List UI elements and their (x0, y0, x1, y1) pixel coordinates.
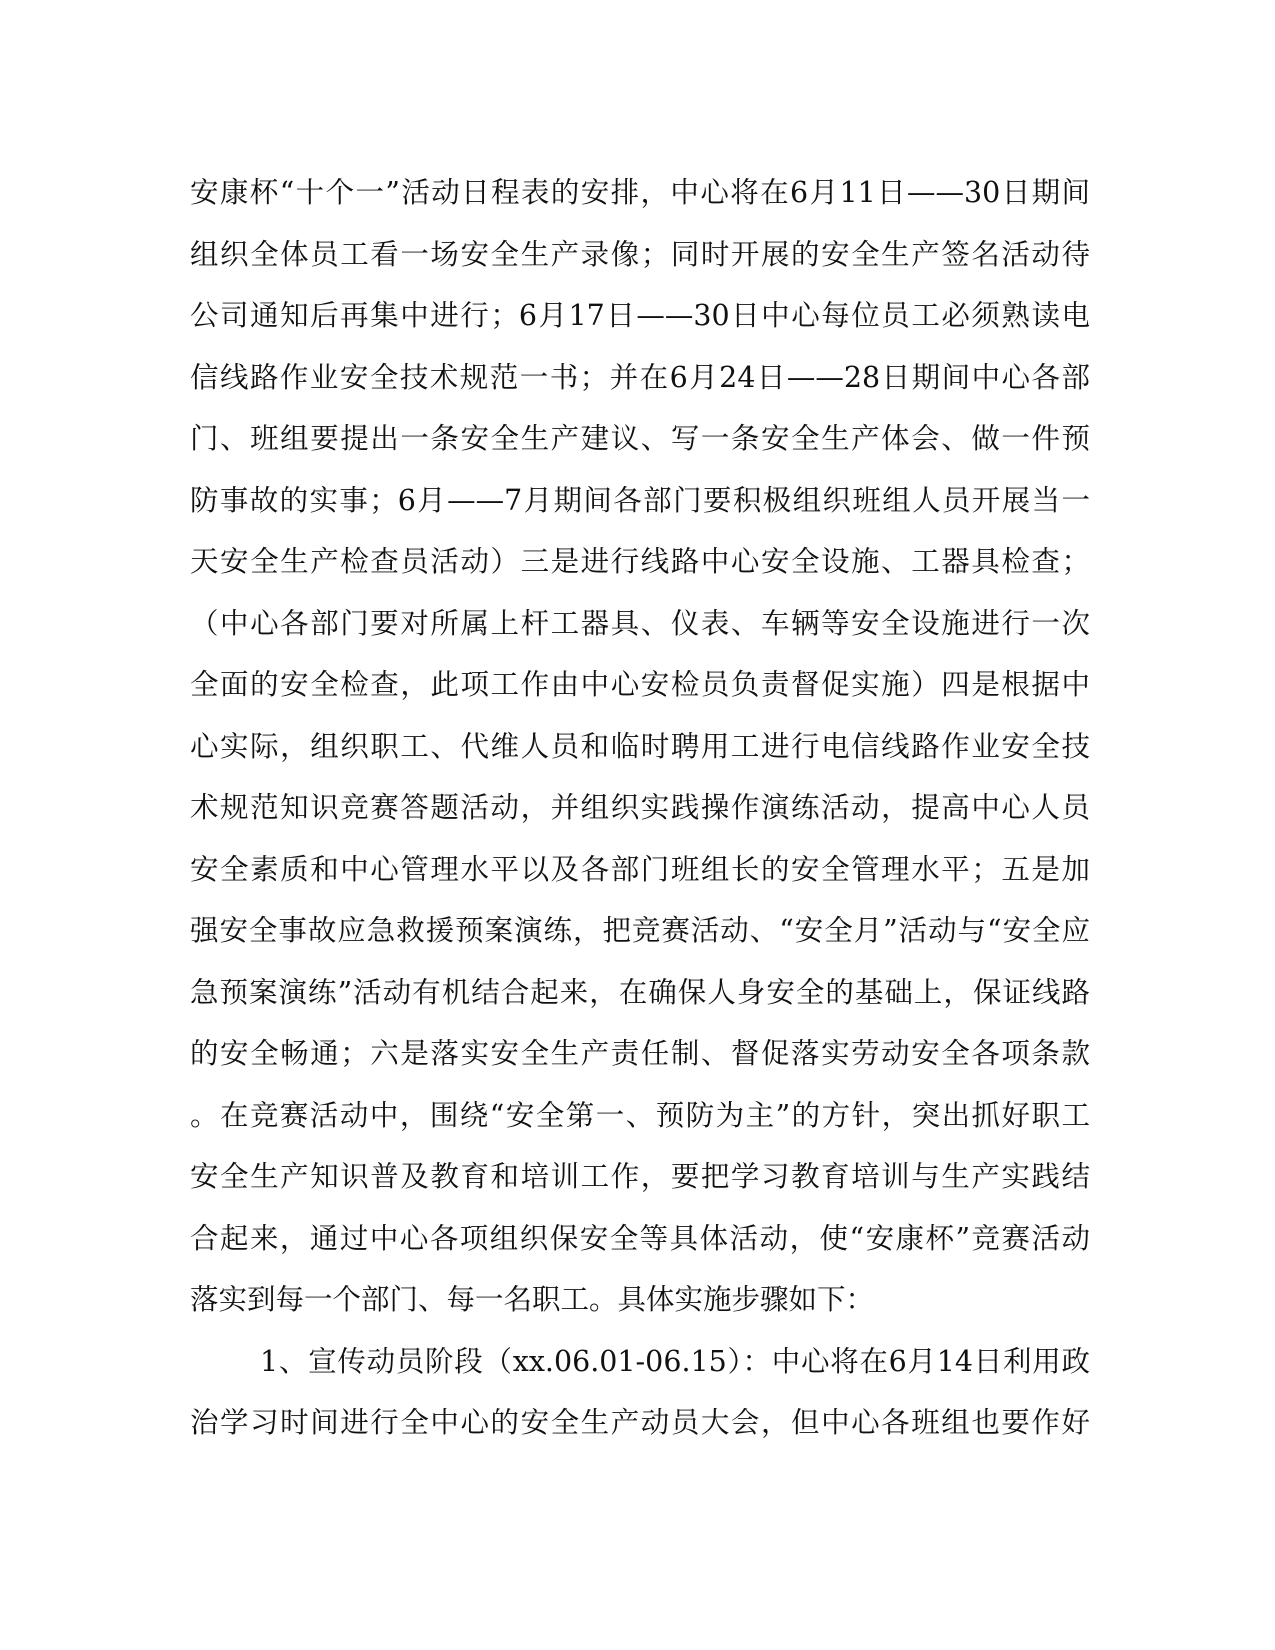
text-line: 术规范知识竞赛答题活动，并组织实践操作演练活动，提高中心人员 (190, 791, 1090, 824)
text-line: 安康杯“十个一”活动日程表的安排，中心将在6月11日——30日期间 (190, 176, 1090, 209)
text-line: 全面的安全检查，此项工作由中心安检员负责督促实施）四是根据中 (190, 668, 1090, 701)
text-line: 信线路作业安全技术规范一书；并在6月24日——28日期间中心各部 (190, 360, 1090, 394)
text-line: 门、班组要提出一条安全生产建议、写一条安全生产体会、做一件预 (190, 422, 1090, 455)
text-line: 合起来，通过中心各项组织保安全等具体活动，使“安康杯”竞赛活动 (190, 1221, 1090, 1255)
text-line: （中心各部门要对所属上杆工器具、仪表、车辆等安全设施进行一次 (190, 606, 1090, 640)
text-line: 公司通知后再集中进行；6月17日——30日中心每位员工必须熟读电 (190, 299, 1090, 332)
text-line: 心实际，组织职工、代维人员和临时聘用工进行电信线路作业安全技 (190, 729, 1090, 763)
text-line: 落实到每一个部门、每一名职工。具体实施步骤如下： (190, 1283, 875, 1316)
text-line: 防事故的实事；6月——7月期间各部门要积极组织班组人员开展当一 (190, 483, 1090, 517)
text-line: 1、宣传动员阶段（xx.06.01-06.15）：中心将在6月14日利用政 (260, 1344, 1090, 1378)
text-line: 的安全畅通；六是落实安全生产责任制、督促落实劳动安全各项条款 (190, 1037, 1090, 1070)
text-line: 安全生产知识普及教育和培训工作，要把学习教育培训与生产实践结 (190, 1160, 1090, 1193)
text-line: 强安全事故应急救援预案演练，把竞赛活动、“安全月”活动与“安全应 (190, 914, 1090, 947)
text-line: 组织全体员工看一场安全生产录像；同时开展的安全生产签名活动待 (190, 237, 1090, 271)
text-line: 。在竞赛活动中，围绕“安全第一、预防为主”的方针，突出抓好职工 (190, 1098, 1090, 1132)
body-text (190, 162, 1090, 1454)
text-line: 安全素质和中心管理水平以及各部门班组长的安全管理水平；五是加 (190, 852, 1090, 886)
text-line: 急预案演练”活动有机结合起来，在确保人身安全的基础上，保证线路 (190, 975, 1090, 1009)
text-line: 治学习时间进行全中心的安全生产动员大会，但中心各班组也要作好 (190, 1406, 1090, 1439)
text-line: 天安全生产检查员活动）三是进行线路中心安全设施、工器具检查； (190, 545, 1090, 578)
